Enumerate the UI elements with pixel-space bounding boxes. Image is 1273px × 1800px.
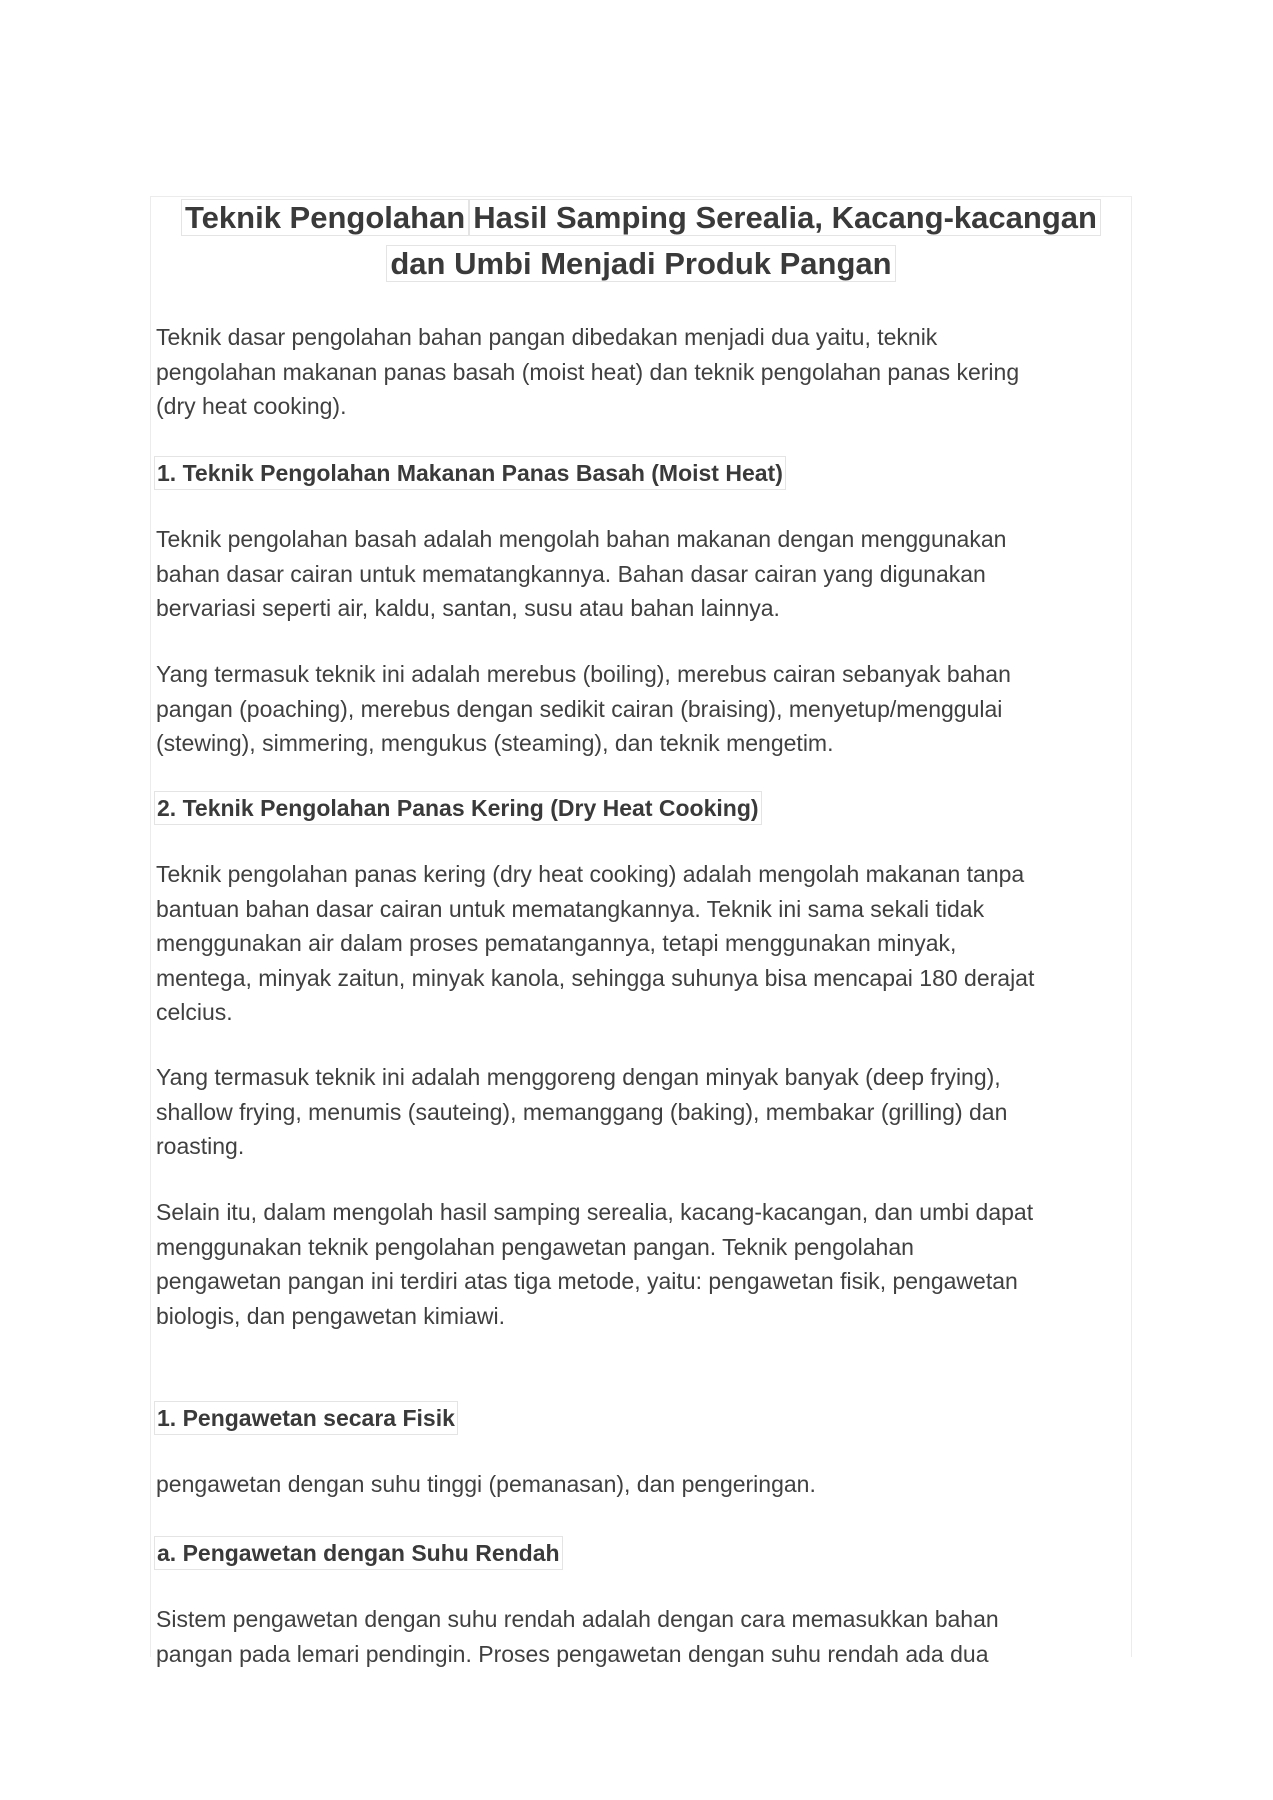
paragraph-line: (dry heat cooking). (156, 393, 347, 419)
document-title-line-1 (150, 200, 1132, 236)
section-heading: 1. Teknik Pengolahan Makanan Panas Basah (Moist Heat) (154, 456, 786, 490)
paragraph-line: Sistem pengawetan dengan suhu rendah adalah dengan cara memasukkan bahan (156, 1606, 999, 1632)
paragraph-line: Teknik pengolahan panas kering (dry heat cooking) adalah mengolah makanan tanpa (156, 861, 1025, 887)
paragraph (156, 522, 1006, 626)
title-segment: Hasil Samping Serealia, Kacang-kacangan (469, 199, 1101, 236)
paragraph-line: Yang termasuk teknik ini adalah menggoreng dengan minyak banyak (deep frying), (156, 1064, 1001, 1090)
title-segment: Teknik Pengolahan (181, 199, 469, 236)
paragraph-line: menggunakan air dalam proses pematangannya, tetapi menggunakan minyak, (156, 930, 957, 956)
paragraph-line: shallow frying, menumis (sauteing), memanggang (baking), membakar (grilling) dan (156, 1098, 1008, 1125)
paragraph (156, 1467, 816, 1502)
paragraph-line: bantuan bahan dasar cairan untuk mematangkannya. Teknik ini sama sekali tidak (156, 895, 985, 922)
paragraph-line: biologis, dan pengawetan kimiawi. (156, 1302, 506, 1329)
paragraph-line: bahan dasar cairan untuk mematangkannya. Bahan dasar cairan yang digunakan (156, 560, 986, 587)
paragraph-line: Teknik pengolahan basah adalah mengolah bahan makanan dengan menggunakan (156, 526, 1007, 552)
paragraph (156, 320, 1019, 424)
paragraph (156, 657, 1011, 761)
paragraph (156, 857, 1034, 1030)
paragraph-line: Selain itu, dalam mengolah hasil samping serealia, kacang-kacangan, dan umbi dapat (156, 1199, 1034, 1225)
paragraph (156, 1060, 1007, 1164)
document-title-line-2 (150, 246, 1132, 282)
paragraph-line: roasting. (156, 1133, 245, 1159)
paragraph-line: pengawetan dengan suhu tinggi (pemanasan), dan pengeringan. (156, 1471, 816, 1497)
title-segment: dan Umbi Menjadi Produk Pangan (386, 245, 895, 282)
paragraph (156, 1195, 1033, 1333)
section-heading: 2. Teknik Pengolahan Panas Kering (Dry Heat Cooking) (154, 791, 762, 825)
paragraph-line: bervariasi seperti air, kaldu, santan, susu atau bahan lainnya. (156, 595, 780, 621)
paragraph-line: pengolahan makanan panas basah (moist heat) dan teknik pengolahan panas kering (156, 358, 1020, 385)
section-heading: a. Pengawetan dengan Suhu Rendah (154, 1536, 563, 1570)
paragraph (156, 1602, 999, 1671)
paragraph-line: Teknik dasar pengolahan bahan pangan dibedakan menjadi dua yaitu, teknik (156, 324, 938, 350)
paragraph-line: (stewing), simmering, mengukus (steaming), dan teknik mengetim. (156, 730, 834, 756)
section-heading: 1. Pengawetan secara Fisik (154, 1401, 458, 1435)
paragraph-line: mentega, minyak zaitun, minyak kanola, sehingga suhunya bisa mencapai 180 derajat (156, 964, 1035, 991)
paragraph-line: Yang termasuk teknik ini adalah merebus (boiling), merebus cairan sebanyak bahan (156, 661, 1011, 687)
paragraph-line: menggunakan teknik pengolahan pengawetan pangan. Teknik pengolahan (156, 1233, 914, 1260)
paragraph-line: pangan pada lemari pendingin. Proses pengawetan dengan suhu rendah ada dua (156, 1640, 989, 1667)
paragraph-line: pangan (poaching), merebus dengan sedikit cairan (braising), menyetup/menggulai (156, 695, 1003, 722)
paragraph-line: celcius. (156, 999, 233, 1025)
paragraph-line: pengawetan pangan ini terdiri atas tiga metode, yaitu: pengawetan fisik, pengawetan (156, 1268, 1018, 1294)
